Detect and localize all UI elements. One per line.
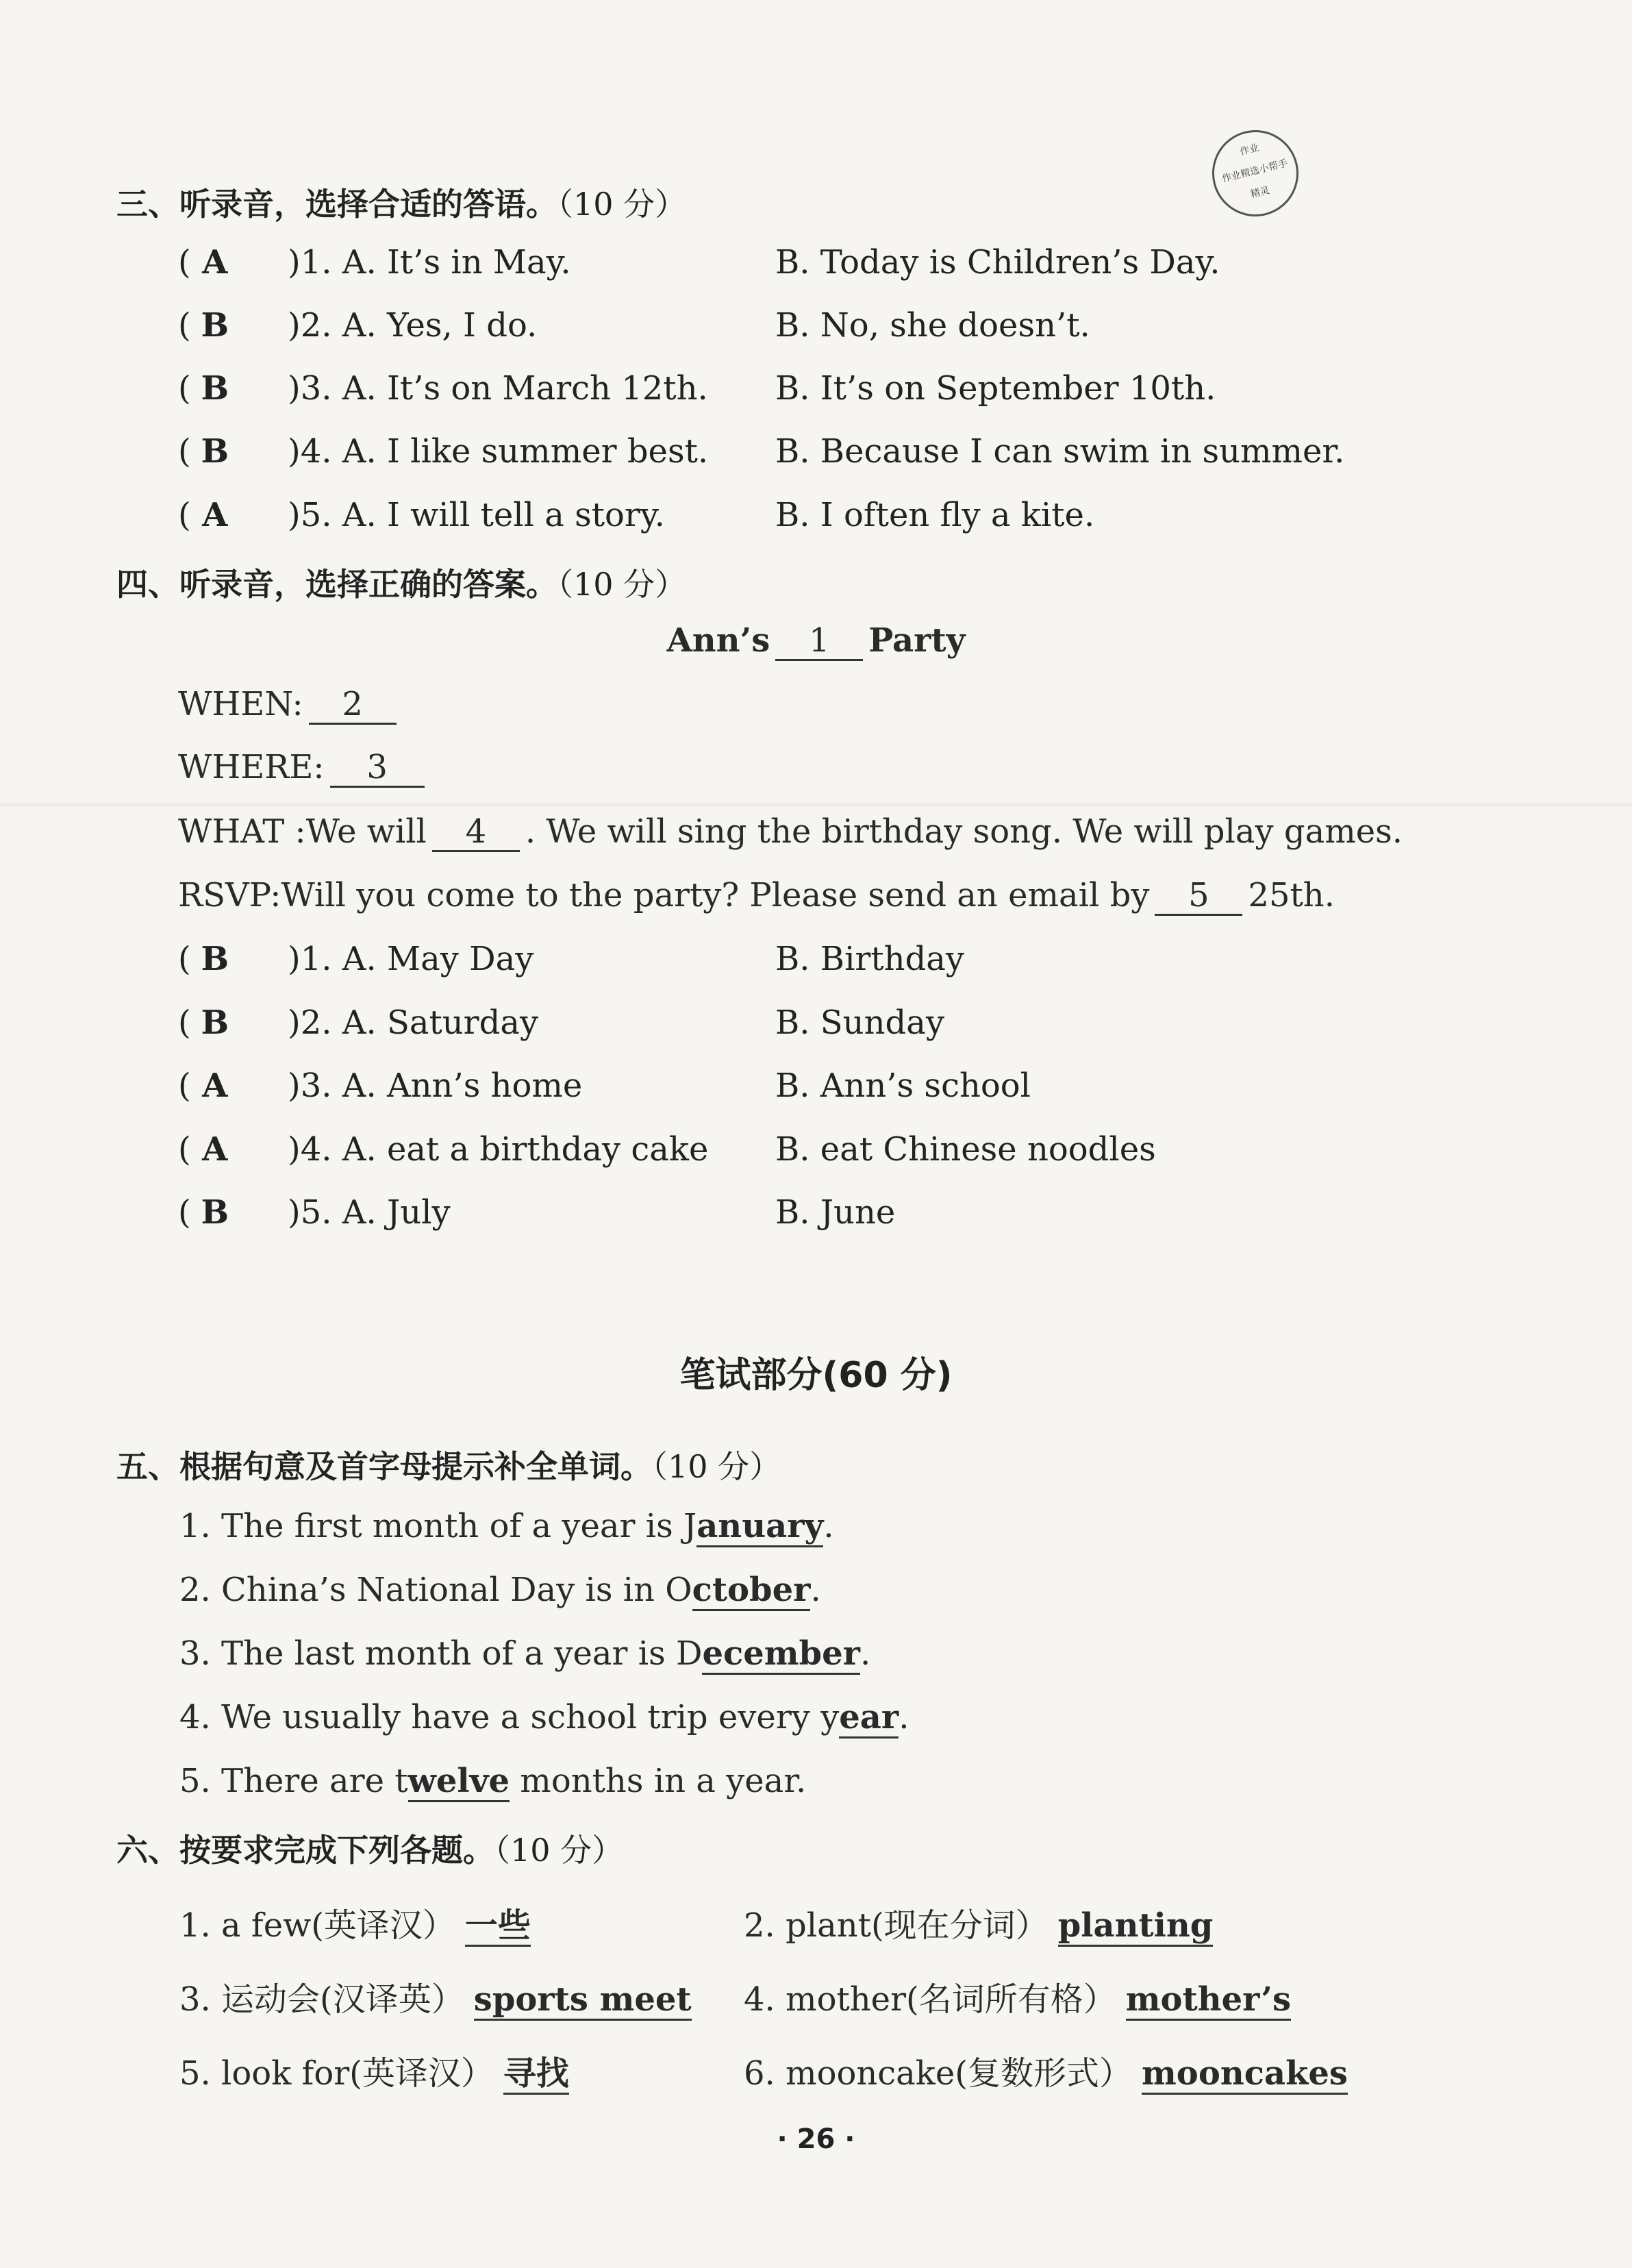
answer-letter: B [201, 1004, 229, 1042]
section-4-title: 四、听录音，选择正确的答案。 [116, 566, 557, 603]
answer-bracket: ( B [178, 1004, 239, 1042]
blank-2: 2 [309, 686, 397, 725]
when-line [178, 685, 402, 725]
section-3-heading [116, 179, 686, 225]
sec6-item-6 [744, 2047, 1348, 2094]
sec5-item-5 [179, 1762, 806, 1800]
sec3-question-2 [0, 306, 1632, 354]
filled-word: anuary [696, 1507, 823, 1547]
task-answer: 一些 [465, 1906, 531, 1947]
section-6-heading [116, 1825, 623, 1871]
answer-bracket: ( A [178, 1130, 239, 1169]
option-a: )5. A. July [288, 1193, 451, 1232]
sec5-item-2 [179, 1571, 821, 1609]
answer-letter: A [202, 243, 228, 282]
sec4-question-3 [0, 1067, 1632, 1114]
answer-bracket: ( B [178, 1193, 239, 1232]
section-5-heading [116, 1442, 781, 1487]
option-b: B. June [775, 1193, 896, 1232]
sentence-post: . [823, 1507, 834, 1545]
stamp-text-1: 作业 [1239, 142, 1261, 158]
task-prompt: 6. mooncake(复数形式） [744, 2054, 1133, 2093]
option-a: )4. A. eat a birthday cake [288, 1130, 709, 1169]
section-5-title: 五、根据句意及首字母提示补全单词。 [116, 1448, 652, 1485]
filled-word: welve [408, 1762, 510, 1802]
sec6-item-1 [179, 1899, 531, 1946]
sentence-post: . [899, 1698, 909, 1736]
sentence-post: months in a year. [510, 1762, 807, 1800]
option-b: B. I often fly a kite. [775, 496, 1095, 534]
sec6-item-5 [179, 2047, 569, 2094]
option-a: )3. A. Ann’s home [288, 1067, 583, 1105]
sec4-question-4 [0, 1130, 1632, 1178]
option-b: B. Birthday [775, 940, 965, 978]
blank-3: 3 [330, 749, 425, 788]
what-post: . We will sing the birthday song. We will play games. [525, 812, 1403, 851]
when-label: WHEN: [178, 685, 303, 723]
option-b: B. Sunday [775, 1004, 944, 1042]
what-pre: WHAT :We will [178, 812, 427, 851]
section-4-heading [116, 560, 686, 605]
option-a: )5. A. I will tell a story. [288, 496, 665, 534]
option-b: B. eat Chinese noodles [775, 1130, 1156, 1169]
sec6-item-3 [179, 1973, 692, 2020]
section-6-title: 六、按要求完成下列各题。 [116, 1832, 494, 1869]
task-answer: planting [1058, 1906, 1214, 1947]
section-4-points: （10 分） [557, 566, 687, 603]
task-prompt: 1. a few(英译汉） [179, 1906, 455, 1945]
sentence-pre: 3. The last month of a year is D [179, 1634, 703, 1673]
option-a: )2. A. Yes, I do. [288, 306, 538, 345]
blank-5: 5 [1155, 877, 1242, 916]
written-part-heading: 笔试部分(60 分) [679, 1355, 953, 1396]
option-a: )4. A. I like summer best. [288, 432, 709, 471]
filled-word: ctober [692, 1571, 811, 1611]
option-b: B. Ann’s school [775, 1067, 1031, 1105]
invitation-title [0, 621, 1632, 661]
task-answer: sports meet [474, 1980, 692, 2021]
what-line [178, 812, 1403, 852]
option-a: )1. A. It’s in May. [288, 243, 571, 282]
answer-bracket: ( A [178, 496, 239, 534]
sentence-pre: 5. There are t [179, 1762, 408, 1800]
option-b: B. Because I can swim in summer. [775, 432, 1345, 471]
answer-letter: B [201, 432, 229, 471]
answer-letter: B [201, 306, 229, 345]
task-answer: mooncakes [1142, 2054, 1348, 2095]
stamp-text-2: 作业精选小帮手 [1220, 158, 1289, 185]
sec4-question-5 [0, 1193, 1632, 1241]
answer-letter: A [202, 496, 228, 534]
task-answer: mother’s [1126, 1980, 1291, 2021]
option-a: )1. A. May Day [288, 940, 534, 978]
sec3-question-3 [0, 369, 1632, 417]
page-number: · 26 · [777, 2123, 855, 2155]
blank-4: 4 [432, 814, 520, 852]
sentence-post: . [859, 1634, 871, 1673]
stamp-logo [1203, 121, 1308, 226]
option-b: B. No, she doesn’t. [775, 306, 1090, 345]
rsvp-post: 25th. [1248, 876, 1335, 914]
invitation-title-pre: Ann’s [666, 621, 770, 660]
sec4-question-1 [0, 940, 1632, 988]
answer-letter: B [201, 940, 229, 978]
sec3-question-4 [0, 432, 1632, 480]
sentence-pre: 2. China’s National Day is in O [179, 1571, 692, 1609]
option-a: )2. A. Saturday [288, 1004, 539, 1042]
option-a: )3. A. It’s on March 12th. [288, 369, 708, 408]
rsvp-pre: RSVP:Will you come to the party? Please send an email by [178, 876, 1150, 914]
option-b: B. Today is Children’s Day. [775, 243, 1220, 282]
sentence-pre: 4. We usually have a school trip every y [179, 1698, 840, 1736]
answer-letter: A [202, 1130, 228, 1169]
sec5-item-4 [179, 1698, 909, 1736]
rsvp-line [178, 876, 1335, 916]
task-prompt: 4. mother(名词所有格） [744, 1980, 1116, 2019]
answer-letter: B [201, 369, 229, 408]
sentence-pre: 1. The first month of a year is J [179, 1507, 697, 1545]
sec6-item-2 [744, 1899, 1213, 1946]
where-line [178, 748, 430, 788]
invitation-title-post: Party [868, 621, 966, 660]
answer-letter: A [202, 1067, 228, 1105]
task-prompt: 5. look for(英译汉） [179, 2054, 494, 2093]
section-3-points: （10 分） [557, 186, 687, 223]
answer-bracket: ( A [178, 243, 239, 282]
filled-word: ecember [702, 1634, 859, 1675]
page-fold [0, 801, 1632, 808]
sec6-item-4 [744, 1973, 1291, 2020]
answer-bracket: ( B [178, 306, 239, 345]
task-prompt: 3. 运动会(汉译英） [179, 1980, 464, 2019]
sec3-question-5 [0, 496, 1632, 544]
filled-word: ear [839, 1698, 899, 1739]
task-answer: 寻找 [503, 2054, 569, 2095]
section-5-points: （10 分） [652, 1448, 781, 1485]
stamp-text-3: 精灵 [1249, 184, 1271, 201]
answer-letter: B [201, 1193, 229, 1232]
sentence-post: . [810, 1571, 821, 1609]
blank-1: 1 [775, 623, 863, 661]
answer-bracket: ( B [178, 369, 239, 408]
option-b: B. It’s on September 10th. [775, 369, 1216, 408]
answer-bracket: ( B [178, 432, 239, 471]
section-6-points: （10 分） [494, 1832, 624, 1869]
sec3-question-1 [0, 243, 1632, 291]
sec5-item-1 [179, 1507, 834, 1545]
task-prompt: 2. plant(现在分词） [744, 1906, 1049, 1945]
sec4-question-2 [0, 1004, 1632, 1051]
section-3-title: 三、听录音，选择合适的答语。 [116, 186, 557, 223]
sec5-item-3 [179, 1634, 870, 1673]
where-label: WHERE: [178, 748, 325, 786]
answer-bracket: ( A [178, 1067, 239, 1105]
answer-bracket: ( B [178, 940, 239, 978]
